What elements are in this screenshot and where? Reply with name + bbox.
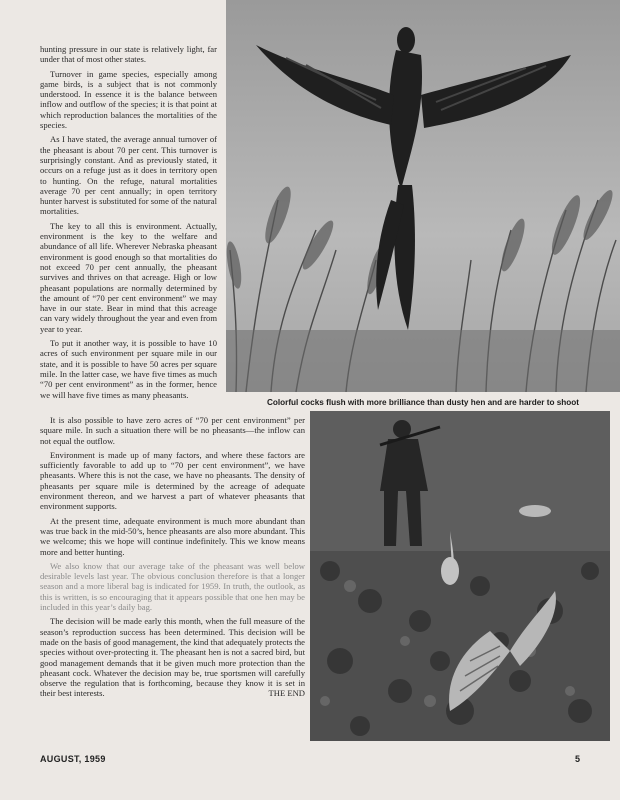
article-paragraph: Environment is made up of many factors, and where these factors are sufficiently favorable to add up to “70 per cent environment”, we have pheasants. Where this is not the case, we have no pheasants. The density of pheasants per square mile is determined by the acreage of adequate environment thereon, and we harvest a part of whatever pheasants that environment supports. (40, 449, 305, 512)
issue-date: AUGUST, 1959 (40, 754, 106, 764)
end-mark: THE END (268, 688, 305, 699)
article-paragraph: As I have stated, the average annual turnover of the pheasant is about 70 per cent. This turnover is surprisingly constant. And as previously stated, it occurs on a refuge just as it does in territory open to hunting. On the refuge, natural mortalities average 70 per cent annually; in open territory hunter harvest is substituted for some of the natural mortalities. (40, 134, 217, 217)
article-paragraph: Turnover in game species, especially among game birds, is a subject that is not commonly understood. In essence it is the balance between inflow and outflow of the species; it is that point at which reproduction balances the mortalities of the species. (40, 68, 217, 131)
article-paragraph-last (40, 616, 305, 698)
article-paragraph: hunting pressure in our state is relatively light, far under that of most other states. (40, 44, 217, 65)
article-column-narrow (40, 44, 217, 404)
page-number: 5 (575, 754, 581, 764)
photo-hunter-in-field (310, 411, 610, 741)
photo-flushing-pheasant (226, 0, 620, 392)
article-paragraph: To put it another way, it is possible to have 10 acres of such environment per square mile in our state, and it is possible to have 50 acres per square mile. In the latter case, we have five times as much “70 per cent environment” as in the former, hence we will have five times as many pheasants. (40, 338, 217, 400)
article-paragraph: It is also possible to have zero acres of “70 per cent environment” per square mile. In such a situation there will be no pheasants—the inflow can not equal the outflow. (40, 415, 305, 446)
article-paragraph: At the present time, adequate environment is much more abundant than was true back in the mid-50’s, hence pheasants are also more abundant. This we welcome; this we hope will continue indefinitely. This we know means more and better hunting. (40, 515, 305, 557)
article-paragraph: The key to all this is environment. Actually, environment is the key to the welfare and abundance of all life. Wherever Nebraska pheasant environment is good enough so that mortalities do not exceed 70 per cent annually, the pheasant survives and thrives on that acreage. High or low pheasant populations are normally determined by the amount of “70 per cent environment” we may have in our state. Bear in mind that this acreage can vary widely throughout the year and even from year to year. (40, 220, 217, 334)
photo-caption: Colorful cocks flush with more brilliance than dusty hen and are harder to shoot (266, 398, 580, 407)
article-paragraph-text: The decision will be made early this month, when the full measure of the season’s reproduction success has been determined. This decision will be made on the basis of good management, the kind that adequately protects the species without over-protecting it. The pheasant hen is not a sacred bird, but good management demands that it be given much more protection than the pheasant cock. Whatever the decision may be, true sportsmen will carefully observe the regulation that is forthcoming, because they know it is set in their best interests. (40, 616, 305, 699)
article-column-wide (40, 415, 305, 703)
article-paragraph: We also know that our average take of the pheasant was well below desirable levels last year. The obvious conclusion therefore is that a longer season and a more liberal bag is indicated for 1959. In truth, the outlook, as this is written, is so encouraging that it appears possible that one hen may be included in this year’s daily bag. (40, 560, 305, 613)
